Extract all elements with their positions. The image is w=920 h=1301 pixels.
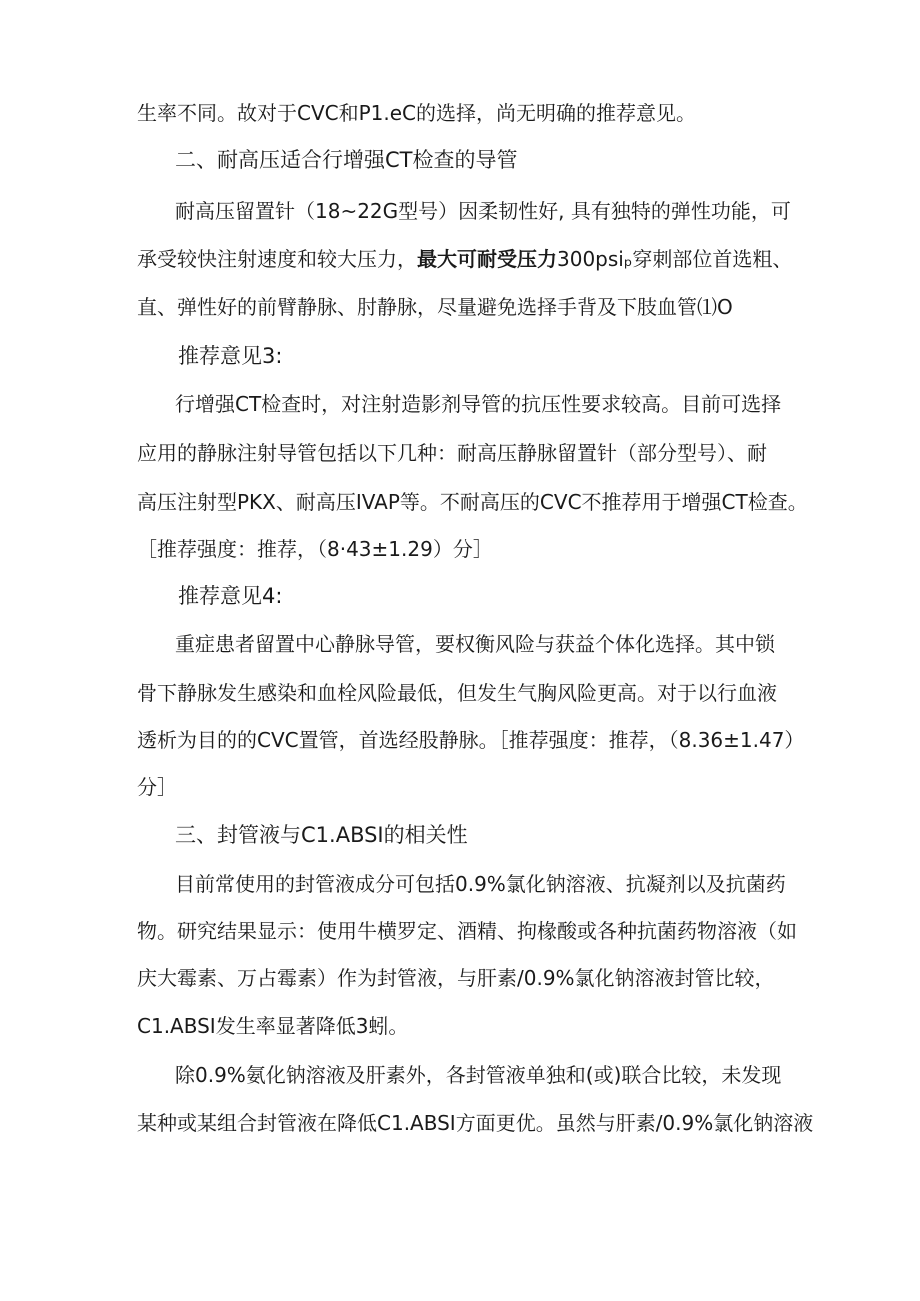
body-line: 除0.9%氨化钠溶液及肝素外，各封管液单独和(或)联合比较，未发现 [175, 1063, 782, 1087]
body-line: 物。研究结果显示：使用牛横罗定、酒精、拘椽酸或各种抗菌药物溶液（如 [137, 919, 797, 943]
body-line: ［推荐强度：推荐，（8·43±1.29）分］ [137, 537, 493, 561]
emphasis-text: 最大可耐受压力 [417, 247, 557, 271]
text-run: 300psiₚ穿刺部位首选粗、 [557, 247, 793, 271]
body-line: 庆大霉素、万占霉素）作为封管液，与肝素/0.9%氯化钠溶液封管比较， [137, 966, 775, 990]
body-line: C1.ABSI发生率显著降低3蚓。 [137, 1014, 409, 1038]
section-heading: 二、耐高压适合行增强CT检查的导管 [175, 148, 518, 172]
recommendation-heading: 推荐意见3: [178, 344, 283, 368]
section-heading: 三、封管液与C1.ABSI的相关性 [175, 823, 468, 847]
body-line: 应用的静脉注射导管包括以下几种：耐高压静脉留置针（部分型号）、耐 [137, 441, 767, 465]
body-line: 行增强CT检查时，对注射造影剂导管的抗压性要求较高。目前可选择 [175, 392, 782, 416]
body-line: 骨下静脉发生感染和血栓风险最低，但发生气胸风险更高。对于以行血液 [137, 681, 777, 705]
body-line: 直、弹性好的前臂静脉、肘静脉，尽量避免选择手背及下肢血管⑴O [137, 295, 733, 319]
body-line: 耐高压留置针（18~22G型号）因柔韧性好, 具有独特的弹性功能，可 [175, 199, 791, 223]
body-line: 目前常使用的封管液成分可包括0.9%氯化钠溶液、抗凝剂以及抗菌药 [175, 872, 786, 896]
body-line: 高压注射型PKX、耐高压IVAP等。不耐高压的CVC不推荐用于增强CT检查。 [137, 490, 808, 514]
body-line [137, 246, 792, 272]
body-line: 生率不同。故对于CVC和P1.eC的选择，尚无明确的推荐意见。 [137, 101, 697, 125]
body-line: 重症患者留置中心静脉导管，要权衡风险与获益个体化选择。其中锁 [175, 632, 775, 656]
recommendation-heading: 推荐意见4: [178, 584, 283, 608]
body-line: 透析为目的的CVC置管，首选经股静脉。［推荐强度：推荐，（8.36±1.47） [137, 728, 805, 752]
body-line: 某种或某组合封管液在降低C1.ABSI方面更优。虽然与肝素/0.9%氯化钠溶液 [137, 1111, 814, 1135]
body-line: 分］ [137, 775, 177, 799]
text-run: 承受较快注射速度和较大压力， [137, 247, 417, 271]
